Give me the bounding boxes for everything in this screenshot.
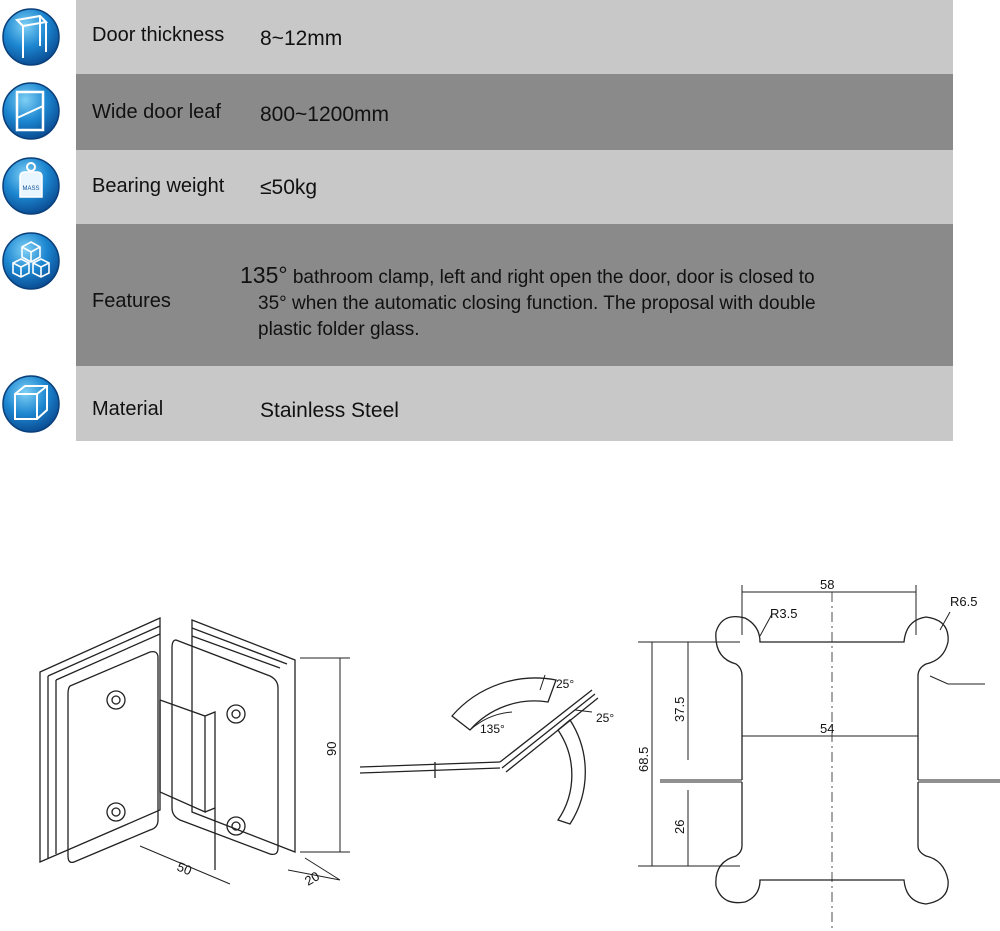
- angle-diagram: [360, 675, 598, 824]
- dim-54: 54: [820, 721, 835, 736]
- angle-25-top: 25°: [556, 677, 575, 691]
- angle-135: 135°: [480, 722, 505, 736]
- angle-25-right: 25°: [596, 711, 615, 725]
- dim-r3-5: R3.5: [770, 606, 798, 621]
- dim-r6-5: R6.5: [950, 594, 978, 609]
- weight-mass-icon: [3, 158, 59, 214]
- mass-badge: MASS: [22, 186, 40, 192]
- dim-width-50: 50: [174, 858, 194, 879]
- spec-icons: [0, 0, 70, 450]
- spec-label: Bearing weight: [92, 175, 225, 197]
- spec-value: 800~1200mm: [260, 103, 390, 126]
- dim-height-90: 90: [324, 741, 339, 756]
- spec-label: Material: [92, 398, 164, 420]
- features-line-1: bathroom clamp, left and right open the door, door is closed to: [287, 267, 815, 288]
- features-line-3: plastic folder glass.: [258, 319, 420, 340]
- spec-label: Wide door leaf: [92, 101, 221, 123]
- spec-row-bearing-weight: [76, 150, 953, 224]
- plate-profile-drawing: [638, 585, 1000, 930]
- spec-row-material: [76, 366, 953, 441]
- features-angle: 135°: [240, 262, 288, 288]
- spec-value: 8~12mm: [260, 27, 343, 50]
- spec-row-wide-door-leaf: [76, 74, 953, 150]
- door-leaf-icon: [3, 83, 59, 139]
- spec-label: Door thickness: [92, 24, 225, 46]
- technical-drawings: [0, 470, 1000, 931]
- dim-depth-20: 20: [302, 868, 323, 889]
- cubes-icon: [3, 233, 59, 289]
- dim-26: 26: [672, 819, 687, 834]
- dim-37-5: 37.5: [672, 696, 687, 722]
- spec-row-features: [76, 224, 953, 366]
- dim-68-5: 68.5: [636, 746, 651, 772]
- spec-row-door-thickness: [76, 0, 953, 74]
- box-icon: [3, 376, 59, 432]
- glass-door-icon: [3, 9, 59, 65]
- spec-label: Features: [92, 290, 171, 312]
- hinge-isometric-drawing: [40, 618, 350, 884]
- dim-58: 58: [820, 577, 835, 592]
- features-description: [240, 262, 930, 343]
- features-line-2: 35° when the automatic closing function. The proposal with double: [258, 293, 816, 314]
- spec-value: ≤50kg: [260, 176, 318, 199]
- spec-value: Stainless Steel: [260, 399, 399, 422]
